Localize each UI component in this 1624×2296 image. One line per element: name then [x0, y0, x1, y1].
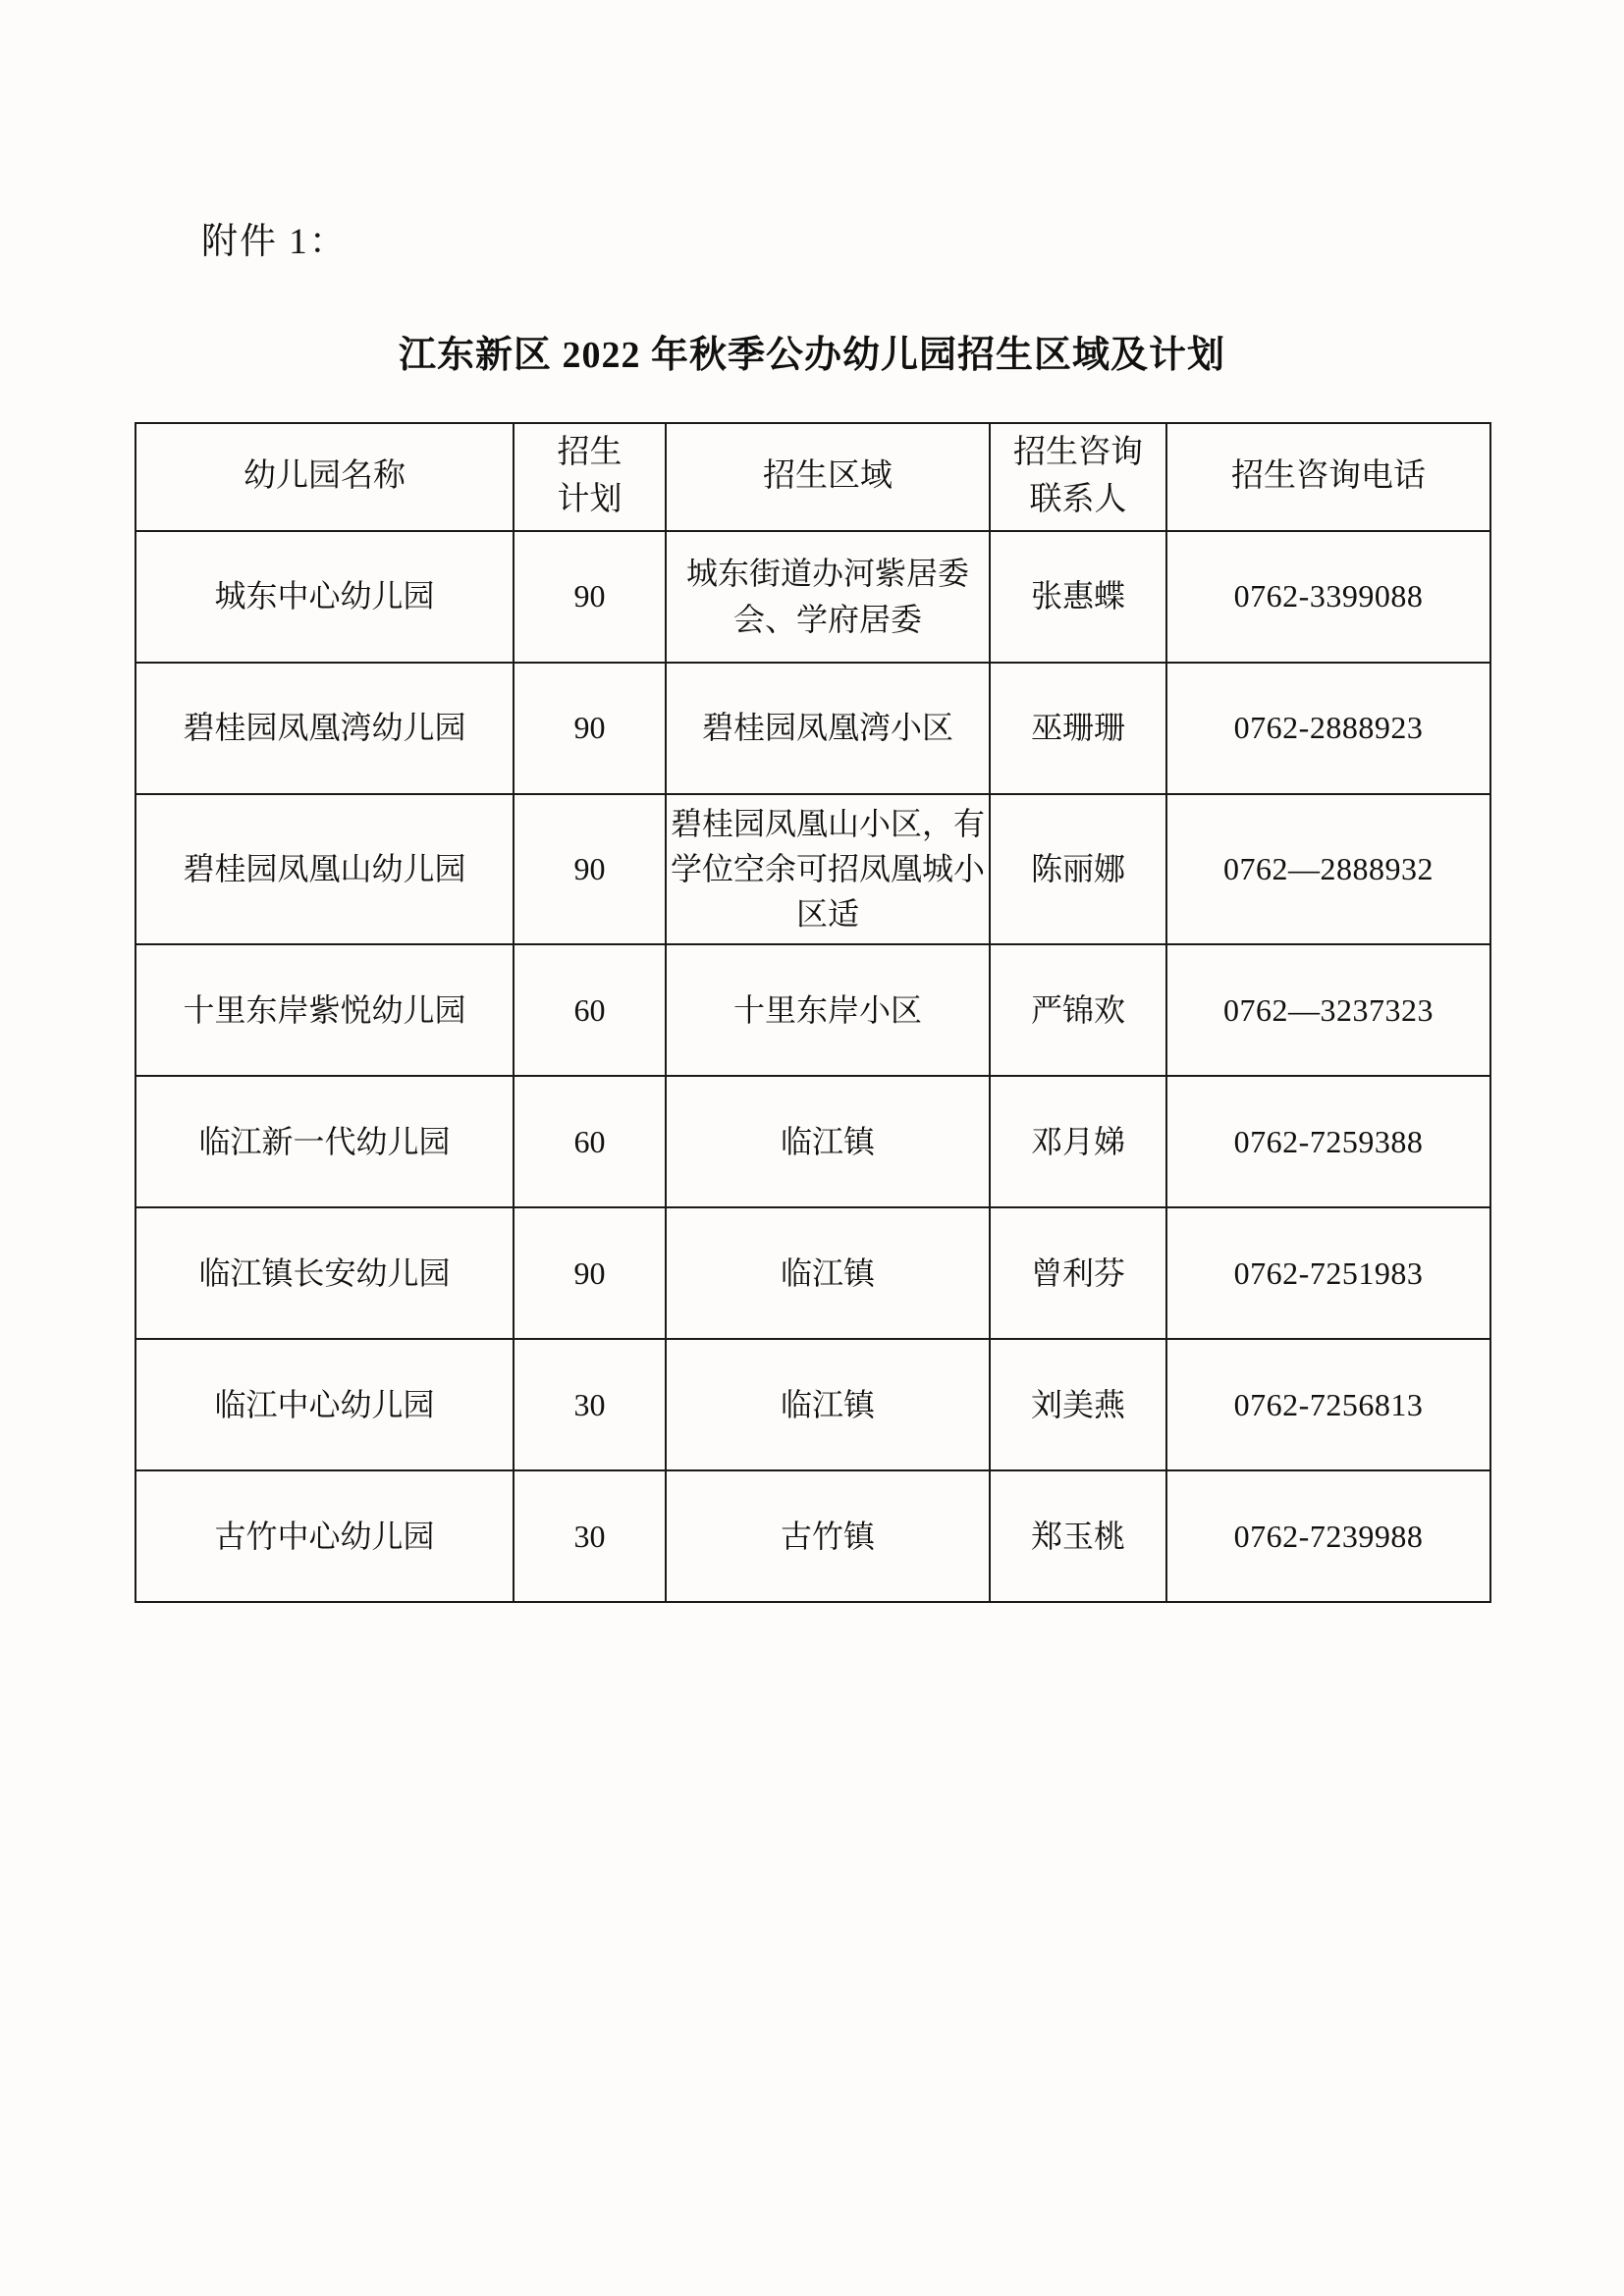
table-header-row: [135, 423, 1490, 531]
cell-enrollment-plan: 60: [514, 944, 666, 1076]
cell-enrollment-area: 城东街道办河紫居委会、学府居委: [666, 531, 990, 663]
table-row: [135, 1207, 1490, 1339]
header-contact-person-line2: 联系人: [1029, 481, 1127, 517]
header-enrollment-plan-line2: 计划: [557, 481, 623, 517]
cell-contact-person: 郑玉桃: [990, 1470, 1166, 1602]
table-row: [135, 944, 1490, 1076]
table-row: [135, 794, 1490, 944]
cell-contact-phone: 0762-7251983: [1166, 1207, 1490, 1339]
header-enrollment-plan-line1: 招生: [557, 435, 623, 470]
cell-enrollment-plan: 90: [514, 531, 666, 663]
cell-contact-person: 张惠蝶: [990, 531, 1166, 663]
cell-kindergarten-name: 临江中心幼儿园: [135, 1339, 514, 1470]
cell-contact-phone: 0762-7259388: [1166, 1076, 1490, 1207]
cell-contact-person: 刘美燕: [990, 1339, 1166, 1470]
cell-kindergarten-name: 碧桂园凤凰山幼儿园: [135, 794, 514, 944]
cell-enrollment-area: 十里东岸小区: [666, 944, 990, 1076]
cell-contact-phone: 0762—3237323: [1166, 944, 1490, 1076]
cell-enrollment-plan: 90: [514, 794, 666, 944]
cell-enrollment-area: 碧桂园凤凰湾小区: [666, 663, 990, 794]
page-title: 江东新区 2022 年秋季公办幼儿园招生区域及计划: [398, 335, 1225, 376]
cell-contact-person: 邓月娣: [990, 1076, 1166, 1207]
cell-contact-phone: 0762-3399088: [1166, 531, 1490, 663]
cell-kindergarten-name: 城东中心幼儿园: [135, 531, 514, 663]
header-enrollment-area: 招生区域: [666, 423, 990, 531]
header-enrollment-plan: [514, 423, 666, 531]
cell-enrollment-area: 碧桂园凤凰山小区，有学位空余可招凤凰城小区适: [666, 794, 990, 944]
cell-contact-phone: 0762-7239988: [1166, 1470, 1490, 1602]
admissions-table: [135, 422, 1491, 1603]
admissions-table-container: [135, 422, 1489, 1603]
cell-kindergarten-name: 临江新一代幼儿园: [135, 1076, 514, 1207]
table-row: [135, 1076, 1490, 1207]
header-kindergarten-name: 幼儿园名称: [135, 423, 514, 531]
cell-enrollment-plan: 30: [514, 1339, 666, 1470]
cell-contact-person: 曾利芬: [990, 1207, 1166, 1339]
cell-enrollment-plan: 90: [514, 1207, 666, 1339]
table-row: [135, 1339, 1490, 1470]
attachment-label: 附件 1：: [201, 222, 348, 262]
cell-contact-phone: 0762—2888932: [1166, 794, 1490, 944]
header-contact-phone: 招生咨询电话: [1166, 423, 1490, 531]
cell-contact-person: 陈丽娜: [990, 794, 1166, 944]
cell-contact-phone: 0762-2888923: [1166, 663, 1490, 794]
table-body: [135, 531, 1490, 1602]
cell-enrollment-area: 临江镇: [666, 1076, 990, 1207]
cell-enrollment-plan: 90: [514, 663, 666, 794]
cell-kindergarten-name: 临江镇长安幼儿园: [135, 1207, 514, 1339]
cell-enrollment-plan: 60: [514, 1076, 666, 1207]
cell-enrollment-plan: 30: [514, 1470, 666, 1602]
table-row: [135, 663, 1490, 794]
cell-contact-person: 严锦欢: [990, 944, 1166, 1076]
table-row: [135, 1470, 1490, 1602]
cell-enrollment-area: 临江镇: [666, 1207, 990, 1339]
cell-enrollment-area: 临江镇: [666, 1339, 990, 1470]
cell-contact-phone: 0762-7256813: [1166, 1339, 1490, 1470]
header-contact-person-line1: 招生咨询: [1013, 435, 1143, 470]
table-row: [135, 531, 1490, 663]
cell-kindergarten-name: 十里东岸紫悦幼儿园: [135, 944, 514, 1076]
cell-contact-person: 巫珊珊: [990, 663, 1166, 794]
cell-kindergarten-name: 碧桂园凤凰湾幼儿园: [135, 663, 514, 794]
header-contact-person: [990, 423, 1166, 531]
cell-kindergarten-name: 古竹中心幼儿园: [135, 1470, 514, 1602]
cell-enrollment-area: 古竹镇: [666, 1470, 990, 1602]
